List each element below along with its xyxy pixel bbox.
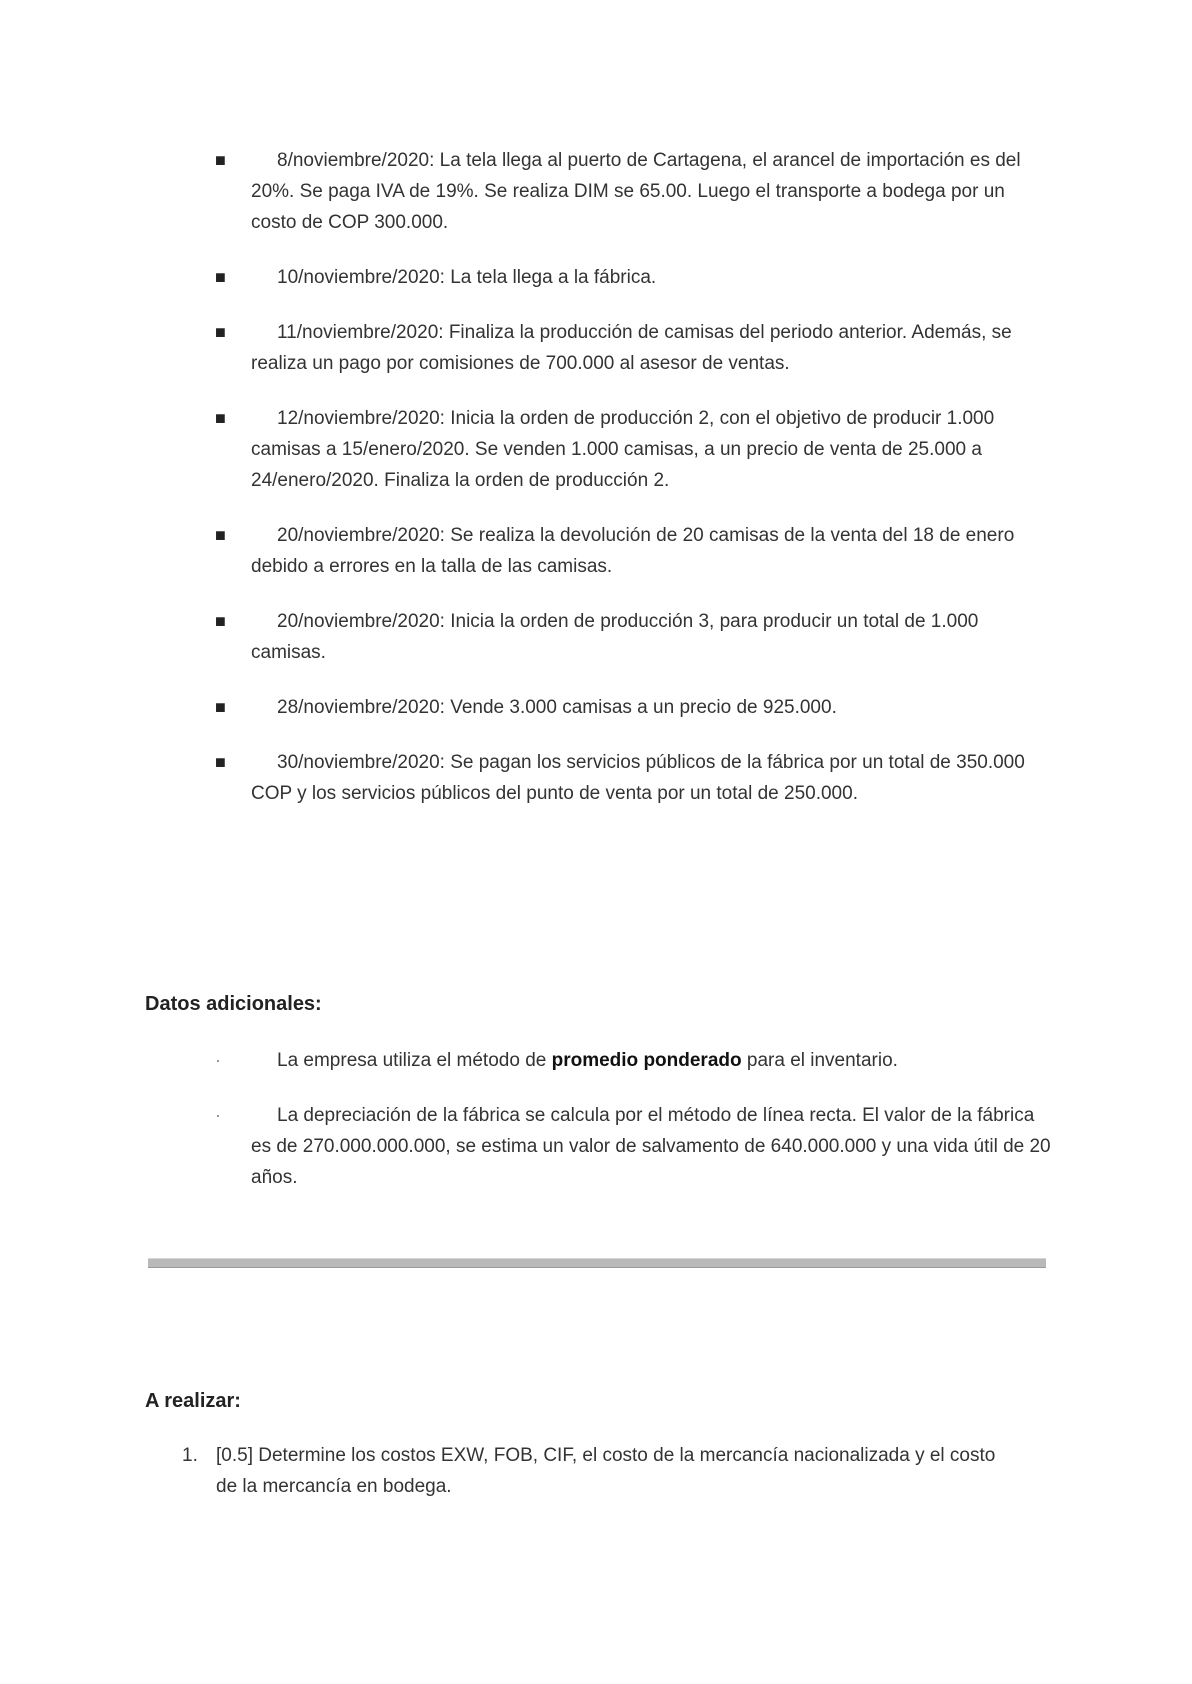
list-item [215, 606, 1055, 668]
bullet-icon: ■ [215, 408, 226, 428]
list-item [215, 747, 1055, 809]
bullet-icon: ■ [215, 752, 226, 772]
bullet-icon: ■ [215, 150, 226, 170]
list-item-text [251, 1045, 1055, 1076]
bullet-icon: · [215, 1105, 221, 1125]
list-item-text: 30/noviembre/2020: Se pagan los servicios públicos de la fábrica por un total de 350.000 COP y los servicios públicos del punto de venta por un total de 250.000. [251, 752, 1025, 804]
bullet-icon: ■ [215, 525, 226, 545]
notes-list [215, 1045, 1055, 1217]
list-item [215, 1100, 1055, 1193]
list-item [215, 692, 1055, 723]
note-text-bold: promedio ponderado [551, 1050, 742, 1071]
list-item-text: 20/noviembre/2020: Inicia la orden de producción 3, para producir un total de 1.000 camisas. [251, 611, 979, 663]
list-item [215, 520, 1055, 582]
list-item [215, 262, 1055, 293]
note-text-pre: La empresa utiliza el método de [277, 1050, 552, 1071]
bullet-icon: · [215, 1050, 221, 1070]
notes-heading: Datos adicionales: [145, 993, 322, 1015]
list-item-text: 20/noviembre/2020: Se realiza la devolución de 20 camisas de la venta del 18 de enero debido a errores en la talla de las camisas. [251, 525, 1015, 577]
list-item [215, 317, 1055, 379]
list-item-text: 10/noviembre/2020: La tela llega a la fábrica. [277, 267, 657, 288]
list-item-text: 11/noviembre/2020: Finaliza la producción de camisas del periodo anterior. Además, se realiza un pago por comisiones de 700.000 al asesor de ventas. [251, 322, 1012, 374]
tasks-heading: A realizar: [145, 1390, 241, 1412]
bullet-icon: ■ [215, 697, 226, 717]
list-item-text: [0.5] Determine los costos EXW, FOB, CIF, el costo de la mercancía nacionalizada y el costo de la mercancía en bodega. [216, 1445, 996, 1497]
events-list [215, 145, 1055, 833]
horizontal-divider [148, 1258, 1046, 1268]
task-number: 1. [182, 1445, 198, 1466]
note-text-post: para el inventario. [741, 1050, 898, 1071]
list-item-text: 12/noviembre/2020: Inicia la orden de producción 2, con el objetivo de producir 1.000 camisas a 15/enero/2020. Se venden 1.000 camisas, a un precio de venta de 25.000 a 24/enero/2020. Finaliza la orden de producción 2. [251, 408, 995, 491]
list-item-text: 28/noviembre/2020: Vende 3.000 camisas a un precio de 925.000. [277, 697, 837, 718]
bullet-icon: ■ [215, 267, 226, 287]
list-item [215, 145, 1055, 238]
bullet-icon: ■ [215, 611, 226, 631]
bullet-icon: ■ [215, 322, 226, 342]
list-item [215, 1045, 1055, 1076]
list-item [182, 1440, 1012, 1502]
list-item [215, 403, 1055, 496]
list-item-text: La depreciación de la fábrica se calcula por el método de línea recta. El valor de la fábrica es de 270.000.000.000, se estima un valor de salvamento de 640.000.000 y una vida útil de 20 años. [251, 1105, 1051, 1188]
tasks-list [182, 1440, 1012, 1502]
list-item-text: 8/noviembre/2020: La tela llega al puerto de Cartagena, el arancel de importación es del 20%. Se paga IVA de 19%. Se realiza DIM se 65.00. Luego el transporte a bodega por un costo de COP 300.000. [251, 150, 1021, 233]
